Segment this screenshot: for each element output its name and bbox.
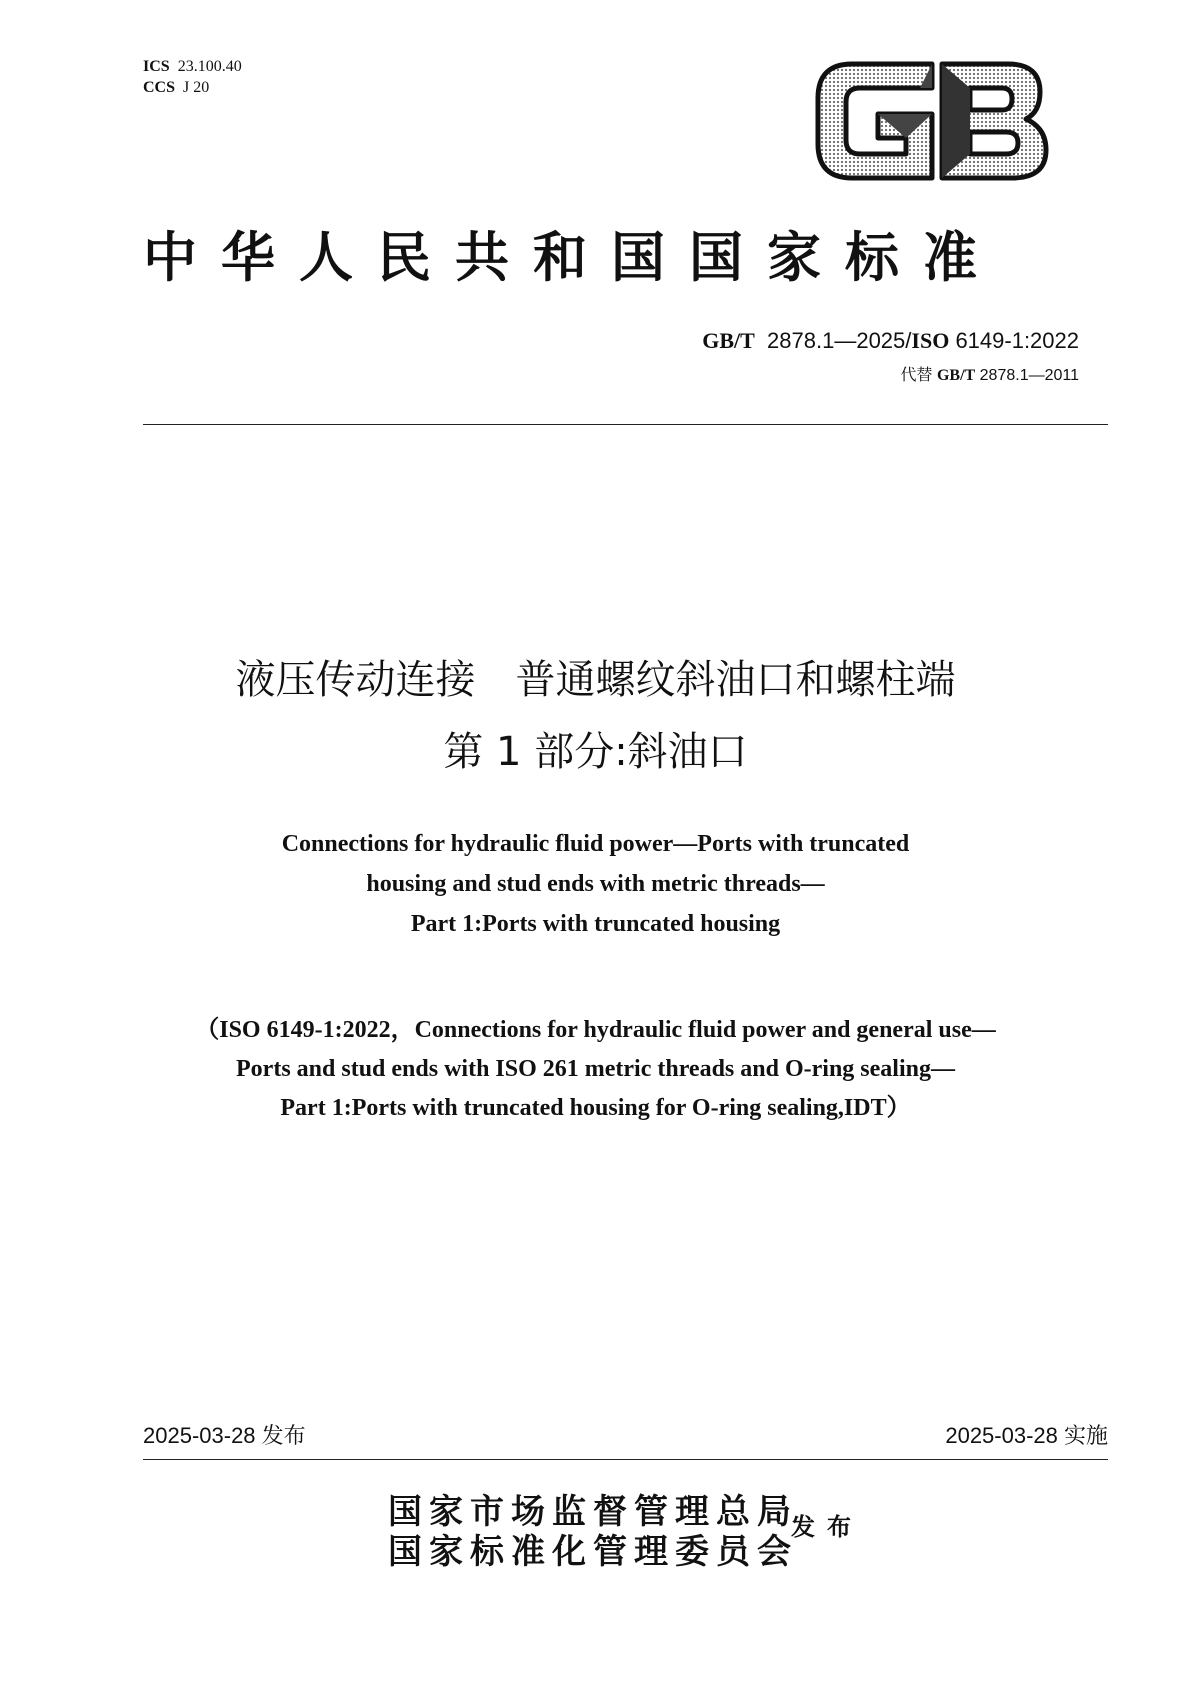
iso-note-line-1: （ISO 6149-1:2022，Connections for hydraulic fluid power and general use—: [195, 1017, 996, 1043]
ccs-label: CCS: [143, 79, 176, 96]
ccs-code-line: [143, 77, 242, 98]
footer-divider: [143, 1459, 1108, 1460]
ccs-value: J 20: [183, 79, 210, 96]
national-standard-title: 中华人民共和国国家标准: [143, 226, 1001, 289]
standard-number: [702, 327, 1079, 355]
english-title-line-3: Part 1:Ports with truncated housing: [410, 911, 781, 937]
replaces-standard: [901, 365, 1080, 387]
header-divider: [143, 424, 1108, 425]
issuer-samr: 国家市场监督管理总局: [388, 1492, 798, 1532]
replaces-prefix: GB/T: [936, 367, 976, 384]
ics-value: 23.100.40: [177, 58, 242, 75]
issuing-authorities: [388, 1492, 798, 1572]
iso-note-line-2: Ports and stud ends with ISO 261 metric threads and O-ring sealing—: [236, 1056, 955, 1082]
gb-logo-icon: [812, 56, 1052, 186]
english-title-line-2: housing and stud ends with metric threads—: [366, 871, 825, 897]
chinese-title-line-2: 第 1 部分:斜油口: [443, 729, 748, 775]
implement-date: 2025-03-28 实施: [945, 1423, 1108, 1448]
ics-label: ICS: [143, 58, 170, 75]
chinese-title-line-1: 液压传动连接 普通螺纹斜油口和螺柱端: [235, 657, 956, 703]
iso-number: 6149-1:2022: [955, 328, 1079, 353]
english-title-line-1: Connections for hydraulic fluid power—Ports with truncated: [281, 831, 910, 857]
ics-code-line: [143, 56, 242, 77]
publish-date: 2025-03-28 发布: [143, 1423, 306, 1448]
standard-number-prefix: GB/T: [702, 328, 755, 353]
classification-codes: [143, 56, 242, 98]
standard-number-value: 2878.1—2025/: [767, 328, 912, 353]
replaces-number: 2878.1—2011: [979, 367, 1079, 384]
iso-prefix: ISO: [911, 328, 950, 353]
iso-note-line-3: Part 1:Ports with truncated housing for O-ring sealing,IDT）: [280, 1095, 911, 1121]
issue-action-label: 发布: [791, 1513, 863, 1541]
replaces-label: 代替: [900, 367, 933, 384]
issuer-sac: 国家标准化管理委员会: [388, 1532, 798, 1572]
